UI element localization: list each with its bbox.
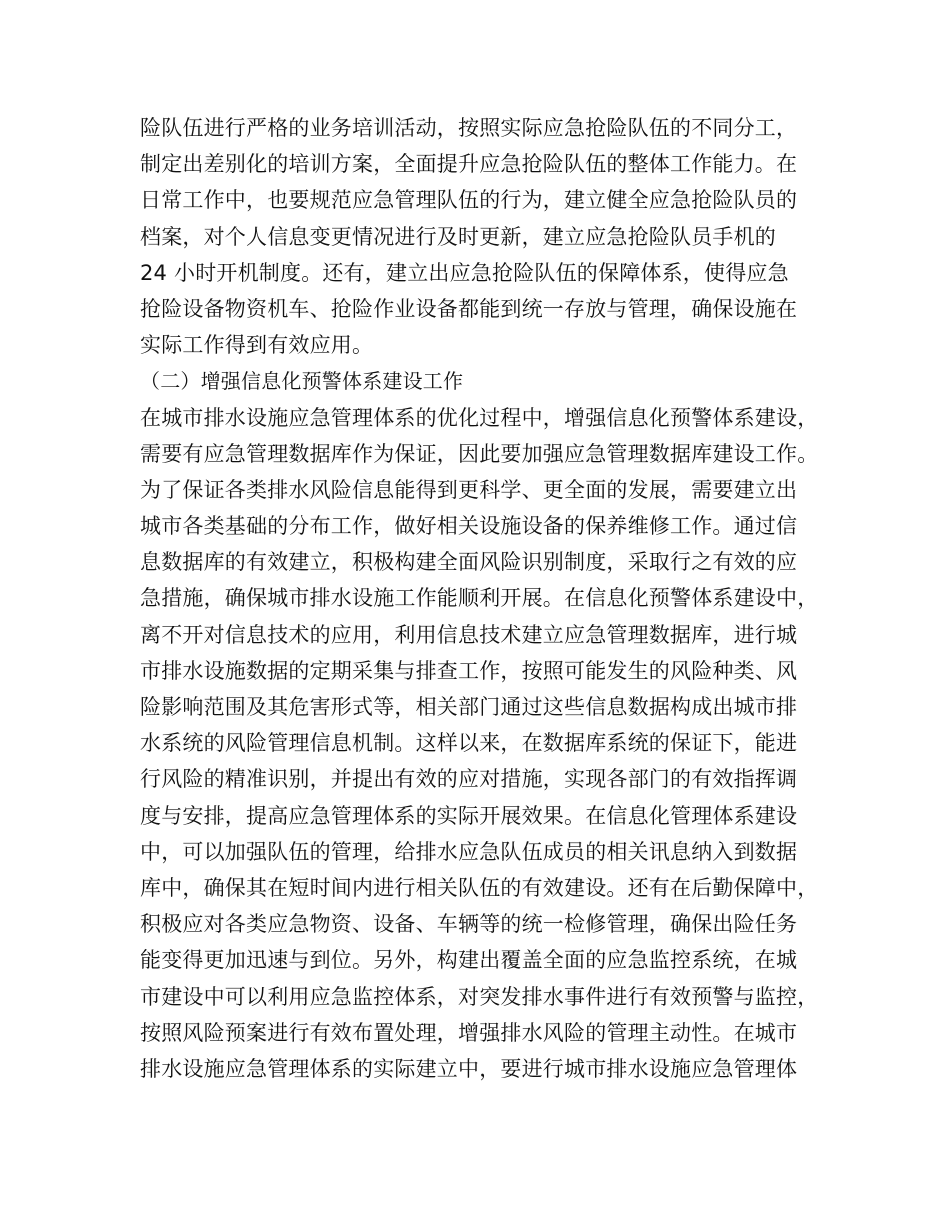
paragraph-line: 市排水设施数据的定期采集与排查工作，按照可能发生的风险种类、风 [140,658,798,683]
paragraph-line: 积极应对各类应急物资、设备、车辆等的统一检修管理，确保出险任务 [140,912,798,937]
paragraph-line: 能变得更加迅速与到位。另外，构建出覆盖全面的应急监控系统，在城 [140,948,798,973]
paragraph-line: 需要有应急管理数据库作为保证，因此要加强应急管理数据库建设工作。 [140,441,819,466]
paragraph-line: 中，可以加强队伍的管理，给排水应急队伍成员的相关讯息纳入到数据 [140,839,798,864]
paragraph-line: 24 小时开机制度。还有，建立出应急抢险队伍的保障体系，使得应急 [140,260,789,285]
document-body [140,110,830,1087]
paragraph-line: 库中，确保其在短时间内进行相关队伍的有效建设。还有在后勤保障中， [140,875,819,900]
paragraph-line: 水系统的风险管理信息机制。这样以来，在数据库系统的保证下，能进 [140,731,798,756]
paragraph-line: 实际工作得到有效应用。 [140,333,374,358]
paragraph-line: 日常工作中，也要规范应急管理队伍的行为，建立健全应急抢险队员的 [140,188,798,213]
paragraph-line: 行风险的精准识别，并提出有效的应对措施，实现各部门的有效指挥调 [140,767,798,792]
paragraph-line: 离不开对信息技术的应用，利用信息技术建立应急管理数据库，进行城 [140,622,798,647]
paragraph-line: 为了保证各类排水风险信息能得到更科学、更全面的发展，需要建立出 [140,477,798,502]
paragraph-line: 抢险设备物资机车、抢险作业设备都能到统一存放与管理，确保设施在 [140,296,798,321]
paragraph-line: 排水设施应急管理体系的实际建立中，要进行城市排水设施应急管理体 [140,1056,798,1081]
paragraph-line: 息数据库的有效建立，积极构建全面风险识别制度，采取行之有效的应 [140,550,798,575]
paragraph-line: 急措施，确保城市排水设施工作能顺利开展。在信息化预警体系建设中， [140,586,819,611]
paragraph-line: 度与安排，提高应急管理体系的实际开展效果。在信息化管理体系建设 [140,803,798,828]
section-heading: （二）增强信息化预警体系建设工作 [140,369,464,394]
paragraph-line: 市建设中可以利用应急监控体系，对突发排水事件进行有效预警与监控， [140,984,819,1009]
paragraph-line: 制定出差别化的培训方案，全面提升应急抢险队伍的整体工作能力。在 [140,152,798,177]
paragraph-line: 险影响范围及其危害形式等，相关部门通过这些信息数据构成出城市排 [140,695,798,719]
paragraph-line: 险队伍进行严格的业务培训活动，按照实际应急抢险队伍的不同分工， [140,116,798,140]
paragraph-line: 按照风险预案进行有效布置处理，增强排水风险的管理主动性。在城市 [140,1020,798,1045]
paragraph-line: 档案，对个人信息变更情况进行及时更新，建立应急抢险队员手机的 [140,224,776,249]
paragraph-line: 在城市排水设施应急管理体系的优化过程中，增强信息化预警体系建设， [140,405,819,430]
paragraph-line: 城市各类基础的分布工作，做好相关设施设备的保养维修工作。通过信 [140,514,798,539]
